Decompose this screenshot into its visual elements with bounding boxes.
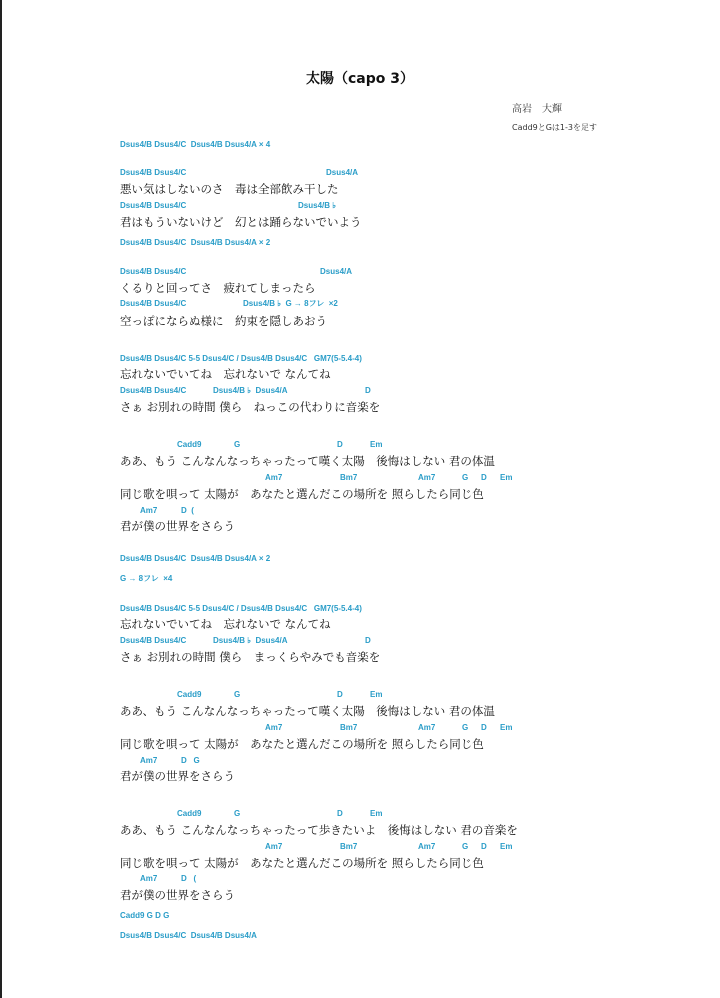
chord-label: Dsus4/B Dsus4/C 5-5 Dsus4/C / Dsus4/B Dsus4/C GM7(5-5.4-4) <box>120 604 362 613</box>
chord-label: Am7 <box>265 842 283 851</box>
lyric-line: ああ、もう こんなんなっちゃったって嘆く太陽 後悔はしない 君の体温 <box>120 704 495 718</box>
chord-label: Bm7 <box>340 842 358 851</box>
chord-label: Dsus4/B ♭ <box>298 201 337 210</box>
chord-label: D <box>337 690 343 699</box>
capo-note: Cadd9とGは1-3を足す <box>512 123 597 132</box>
lyric-line: さぁ お別れの時間 僕ら ねっこの代わりに音楽を <box>120 400 381 414</box>
chord-label: Am7 <box>265 723 283 732</box>
chord-label: Cadd9 <box>177 440 202 449</box>
lyric-line: さぁ お別れの時間 僕ら まっくらやみでも音楽を <box>120 650 381 664</box>
chord-label: Em <box>370 690 383 699</box>
song-title: 太陽（capo 3） <box>305 71 414 87</box>
lyric-line: 忘れないでいてね 忘れないで なんてね <box>120 617 331 631</box>
chord-label: Am7 <box>140 874 158 883</box>
chord-label: Bm7 <box>340 473 358 482</box>
chord-label: Dsus4/B ♭ Dsus4/A <box>213 386 288 395</box>
chord-label: Dsus4/B Dsus4/C <box>120 201 187 210</box>
chord-label: Dsus4/A <box>320 267 353 276</box>
chord-label: D <box>481 723 487 732</box>
lyric-line: くるりと回ってさ 疲れてしまったら <box>120 281 316 295</box>
lyric-line: 同じ歌を唄って 太陽が あなたと選んだこの場所を 照らしたら同じ色 <box>120 487 484 501</box>
chord-label: Dsus4/B Dsus4/C <box>120 386 187 395</box>
chord-label: D <box>337 440 343 449</box>
chord-label: Bm7 <box>340 723 358 732</box>
lyric-line: 悪い気はしないのさ 毒は全部飲み干した <box>120 182 339 196</box>
lyric-line: 君はもういないけど 幻とは踊らないでいよう <box>120 215 362 229</box>
chord-label: G → 8フレ ×4 <box>120 574 173 583</box>
chord-label: D <box>365 636 371 645</box>
chord-label: Dsus4/B Dsus4/C <box>120 168 187 177</box>
chord-label: D G <box>181 756 200 765</box>
chord-label: G <box>462 473 469 482</box>
chord-label: G <box>234 809 241 818</box>
chord-label: Am7 <box>418 723 436 732</box>
chord-label: Dsus4/B Dsus4/C <box>120 267 187 276</box>
chord-label: Cadd9 G D G <box>120 911 170 920</box>
chord-label: Dsus4/B Dsus4/C <box>120 299 187 308</box>
chord-label: Em <box>500 723 513 732</box>
chord-label: G <box>234 440 241 449</box>
chord-label: Dsus4/B Dsus4/C <box>120 636 187 645</box>
chord-label: D <box>481 473 487 482</box>
chord-label: Am7 <box>140 756 158 765</box>
chord-label: G <box>462 842 469 851</box>
chord-label: Dsus4/B ♭ G → 8フレ ×2 <box>243 299 338 308</box>
chord-label: D ( <box>181 874 197 883</box>
chord-label: Em <box>500 842 513 851</box>
lyric-line: 君が僕の世界をさらう <box>120 769 235 783</box>
lyric-line: ああ、もう こんなんなっちゃったって歩きたいよ 後悔はしない 君の音楽を <box>120 823 518 837</box>
chord-label: G <box>234 690 241 699</box>
lyric-line: 忘れないでいてね 忘れないで なんてね <box>120 367 331 381</box>
chord-label: Dsus4/B ♭ Dsus4/A <box>213 636 288 645</box>
chord-label: Dsus4/B Dsus4/C Dsus4/B Dsus4/A × 2 <box>120 554 271 563</box>
chord-label: Am7 <box>140 506 158 515</box>
chord-label: Cadd9 <box>177 809 202 818</box>
chord-label: G <box>462 723 469 732</box>
chord-label: Am7 <box>418 842 436 851</box>
chord-label: D <box>365 386 371 395</box>
lyric-line: 同じ歌を唄って 太陽が あなたと選んだこの場所を 照らしたら同じ色 <box>120 856 484 870</box>
chord-label: Em <box>370 440 383 449</box>
chord-label: Dsus4/B Dsus4/C Dsus4/B Dsus4/A × 2 <box>120 238 271 247</box>
lyric-line: 君が僕の世界をさらう <box>120 519 235 533</box>
chord-label: Em <box>500 473 513 482</box>
lyric-line: ああ、もう こんなんなっちゃったって嘆く太陽 後悔はしない 君の体温 <box>120 454 495 468</box>
chord-label: Dsus4/B Dsus4/C Dsus4/B Dsus4/A × 4 <box>120 140 271 149</box>
chord-label: D <box>481 842 487 851</box>
chord-label: Em <box>370 809 383 818</box>
author-name: 高岩 大輝 <box>512 104 562 115</box>
lyric-line: 君が僕の世界をさらう <box>120 888 235 902</box>
chord-label: Dsus4/A <box>326 168 359 177</box>
lyric-line: 空っぽにならぬ様に 約束を隠しあおう <box>120 314 327 328</box>
chord-label: Am7 <box>418 473 436 482</box>
chord-label: Dsus4/B Dsus4/C 5-5 Dsus4/C / Dsus4/B Dsus4/C GM7(5-5.4-4) <box>120 354 362 363</box>
chord-label: D ( <box>181 506 194 515</box>
chord-label: D <box>337 809 343 818</box>
chord-label: Cadd9 <box>177 690 202 699</box>
chord-label: Dsus4/B Dsus4/C Dsus4/B Dsus4/A <box>120 931 257 940</box>
lyric-line: 同じ歌を唄って 太陽が あなたと選んだこの場所を 照らしたら同じ色 <box>120 737 484 751</box>
page-border <box>0 0 2 998</box>
chord-label: Am7 <box>265 473 283 482</box>
